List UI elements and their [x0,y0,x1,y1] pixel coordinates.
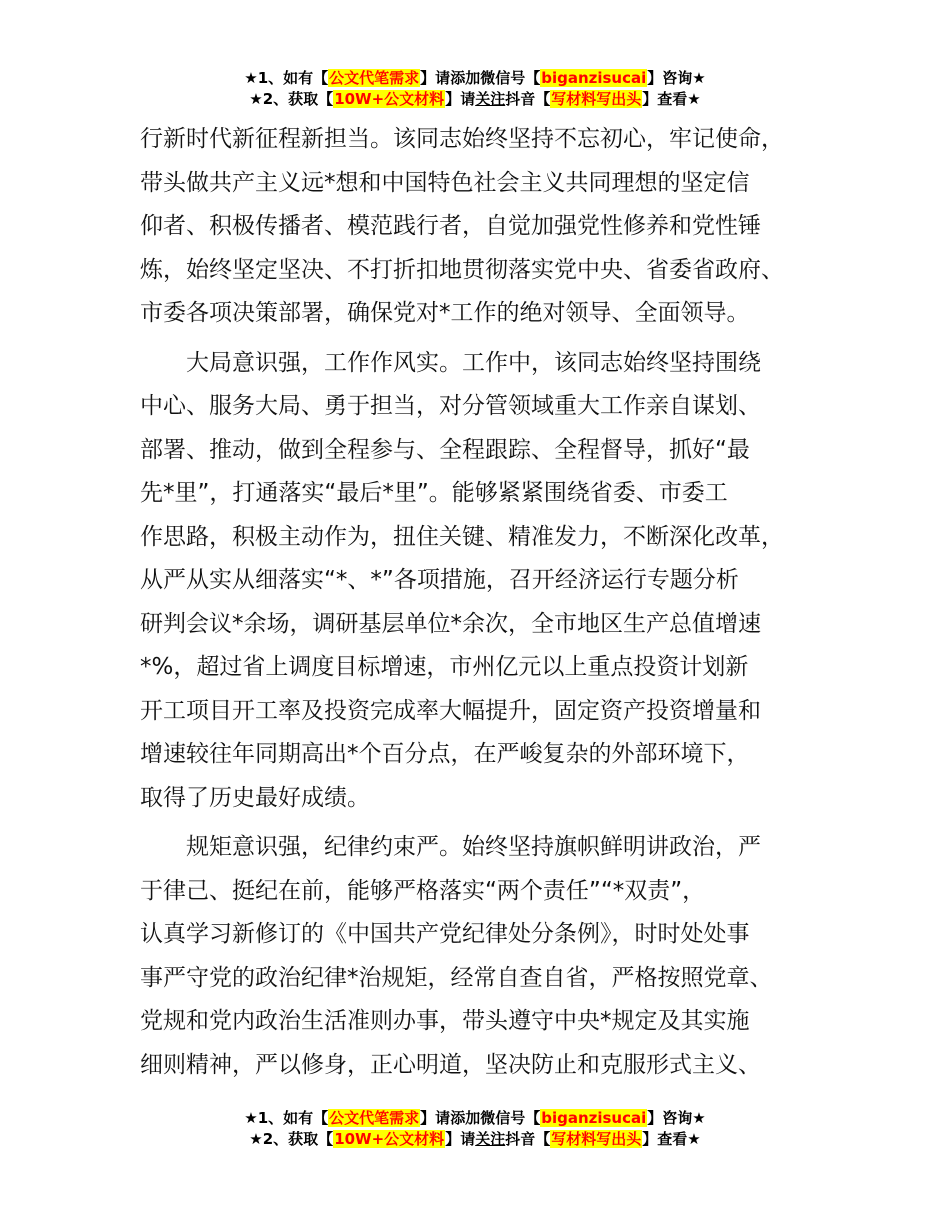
text-line: 从严从实从细落实“*、*”各项措施，召开经济运行专题分析 [140,567,739,593]
banner-line-1 [0,68,950,89]
banner-text: 】查看★ [642,1130,701,1148]
text-line: 部署、推动，做到全程参与、全程跟踪、全程督导，抓好“最 [140,436,750,463]
text-line: 大局意识强，工作作风实。工作中，该同志始终坚持围绕 [140,349,761,376]
text-line: 于律己、挺纪在前，能够严格落实“两个责任”“*双责”， [140,877,706,904]
star-icon: ★ [249,90,263,108]
banner-text: 】查看★ [642,90,701,108]
banner-text: 2、获取【 [262,90,334,108]
banner-line-2 [0,89,950,110]
highlight-douyin-account: 写材料写出头 [551,1130,642,1148]
banner-emphasis: 关注 [475,1130,506,1148]
banner-text: 】咨询★ [647,69,706,87]
text-line: 炼，始终坚定坚决、不打折扣地贯彻落实党中央、省委省政府、 [140,256,784,283]
star-icon: ★ [244,1109,258,1127]
highlight-materials: 10W+公文材料 [334,90,445,108]
star-icon: ★ [249,1130,263,1148]
banner-text: 2、获取【 [262,1130,334,1148]
text-line: 作思路，积极主动作为，扭住关键、精准发力，不断深化改革， [140,523,784,550]
banner-emphasis: 关注 [475,90,506,108]
text-line: 规矩意识强，纪律约束严。始终坚持旗帜鲜明讲政治，严 [140,834,761,860]
banner-line-1 [0,1108,950,1129]
star-icon: ★ [244,69,258,87]
paragraph-3 [140,826,840,1087]
paragraph-1 [140,118,840,336]
banner-line-2 [0,1129,950,1150]
highlight-wechat-id: biganzisucai [541,69,647,87]
text-line: 开工项目开工率及投资完成率大幅提升，固定资产投资增量和 [140,697,761,724]
text-line: 增速较往年同期高出*个百分点，在严峻复杂的外部环境下， [140,741,750,767]
banner-text: 1、如有【 [257,69,329,87]
banner-text: 抖音【 [505,90,551,108]
highlight-service: 公文代笔需求 [329,1109,420,1127]
banner-text: 】请 [445,1130,476,1148]
banner-emphasis: 添加 [450,1109,481,1127]
text-line: 带头做共产主义远*想和中国特色社会主义共同理想的坚定信 [140,169,750,196]
banner-text: 微信号【 [480,69,541,87]
text-line: 党规和党内政治生活准则办事，带头遵守中央*规定及其实施 [140,1008,750,1034]
paragraph-2 [140,342,840,821]
highlight-materials: 10W+公文材料 [334,1130,445,1148]
text-line: 行新时代新征程新担当。该同志始终坚持不忘初心，牢记使命， [140,126,784,152]
banner-text: 】请 [420,69,451,87]
highlight-service: 公文代笔需求 [329,69,420,87]
banner-text: 1、如有【 [257,1109,329,1127]
text-line: 中心、服务大局、勇于担当，对分管领域重大工作亲自谋划、 [140,393,761,419]
text-line: 市委各项决策部署，确保党对*工作的绝对领导、全面领导。 [140,300,750,326]
text-line: 先*里”，打通落实“最后*里”。能够紧紧围绕省委、市委工 [140,480,728,506]
footer-banner [0,1108,950,1150]
highlight-wechat-id: biganzisucai [541,1109,647,1127]
banner-emphasis: 添加 [450,69,481,87]
banner-text: 微信号【 [480,1109,541,1127]
text-line: 细则精神，严以修身，正心明道，坚决防止和克服形式主义、 [140,1051,761,1078]
header-banner [0,68,950,110]
banner-text: 】请 [445,90,476,108]
text-line: *%，超过省上调度目标增速，市州亿元以上重点投资计划新 [140,654,749,680]
text-line: 事严守党的政治纪律*治规矩，经常自查自省，严格按照党章、 [140,964,773,991]
text-line: 仰者、积极传播者、模范践行者，自觉加强党性修养和党性锤 [140,213,761,239]
highlight-douyin-account: 写材料写出头 [551,90,642,108]
banner-text: 】咨询★ [647,1109,706,1127]
banner-text: 】请 [420,1109,451,1127]
text-line: 认真学习新修订的《中国共产党纪律处分条例》，时时处处事 [140,921,750,947]
text-line: 取得了历史最好成绩。 [140,784,370,811]
document-body [140,118,840,1087]
banner-text: 抖音【 [505,1130,551,1148]
text-line: 研判会议*余场，调研基层单位*余次，全市地区生产总值增速 [140,610,761,637]
